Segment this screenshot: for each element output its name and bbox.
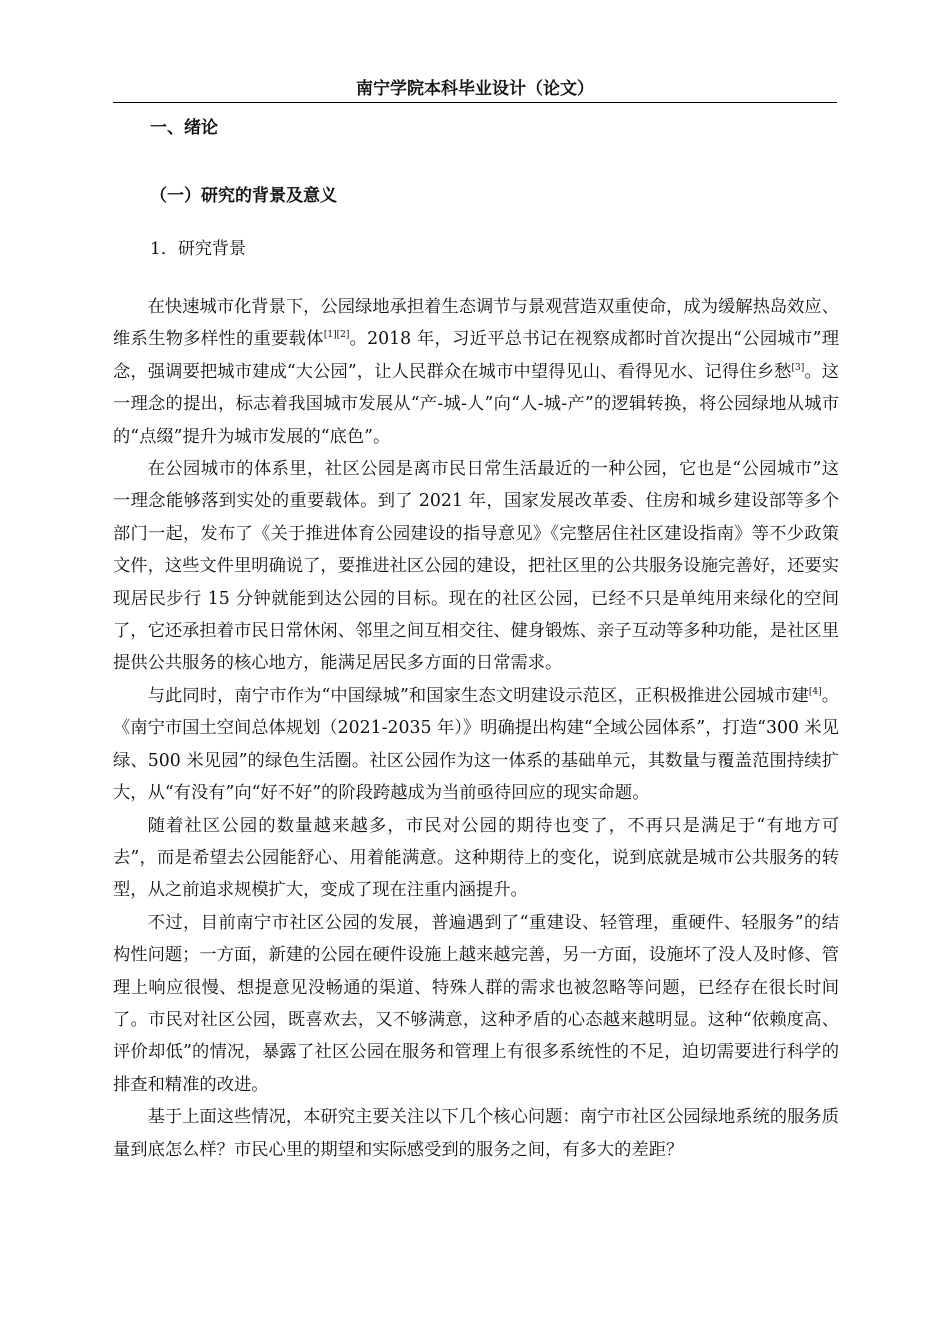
citation-marker: [4] <box>808 687 822 698</box>
paragraph <box>113 453 839 680</box>
paragraph <box>113 810 839 907</box>
paragraph <box>113 1101 839 1166</box>
subsection-heading: （一）研究的背景及意义 <box>150 186 337 206</box>
paragraph <box>113 907 839 1101</box>
subsubsection-heading: 1．研究背景 <box>150 239 246 259</box>
paragraph-text: 与此同时，南宁市作为“中国绿城”和国家生态文明建设示范区，正积极推进公园城市建 <box>147 685 809 706</box>
body-text <box>113 291 839 1166</box>
paragraph-text: 。这一理念的提出，标志着我国城市发展从“产-城-人”向“人-城-产”的逻辑转换，将公园绿地从城市的“点缀”提升为城市发展的“底色”。 <box>113 361 839 447</box>
paragraph-text: 在快速城市化背景下，公园绿地承担着生态调节与景观营造双重使命，成为缓解热岛效应、维系生物多样性的重要载体 <box>113 297 839 350</box>
paragraph-text: 随着社区公园的数量越来越多，市民对公园的期待也变了，不再只是满足于“有地方可去”，而是希望去公园能舒心、用着能满意。这种期待上的变化，说到底就是城市公共服务的转型，从之前追求规模扩大，变成了现在注重内涵提升。 <box>113 815 839 901</box>
citation-marker: [1][2] <box>323 330 350 341</box>
paragraph-text: 在公园城市的体系里，社区公园是离市民日常生活最近的一种公园，它也是“公园城市”这一理念能够落到实处的重要载体。到了 2021 年，国家发展改革委、住房和城乡建设部等多个部门一起，发布了《关于推进体育公园建设的指导意见》《完整居住社区建设指南》等不少政策文件，这些文件里明确说了，要推进社区公园的建设，把社区里的公共服务设施完善好，还要实现居民步行 15 分钟就能到达公园的目标。现在的社区公园，已经不只是单纯用来绿化的空间了，它还承担着市民日常休闲、邻里之间互相交往、健身锻炼、亲子互动等多种功能，是社区里提供公共服务的核心地方，能满足居民多方面的日常需求。 <box>113 459 839 674</box>
paragraph-text: 。《南宁市国土空间总体规划（2021-2035 年）》明确提出构建“全域公园体系”，打造“300 米见绿、500 米见园”的绿色生活圈。社区公园作为这一体系的基础单元，其数量与覆盖范围持续扩大，从“有没有”向“好不好”的阶段跨越成为当前亟待回应的现实命题。 <box>113 685 839 804</box>
paragraph-text: 基于上面这些情况，本研究主要关注以下几个核心问题：南宁市社区公园绿地系统的服务质量到底怎么样？市民心里的期望和实际感受到的服务之间，有多大的差距？ <box>113 1107 839 1160</box>
running-header: 南宁学院本科毕业设计（论文） <box>113 78 837 103</box>
paragraph-text: 不过，目前南宁市社区公园的发展，普遍遇到了“重建设、轻管理，重硬件、轻服务”的结构性问题；一方面，新建的公园在硬件设施上越来越完善，另一方面，设施坏了没人及时修、管理上响应很慢、想提意见没畅通的渠道、特殊人群的需求也被忽略等问题，已经存在很长时间了。市民对社区公园，既喜欢去，又不够满意，这种矛盾的心态越来越明显。这种“依赖度高、评价却低”的情况，暴露了社区公园在服务和管理上有很多系统性的不足，迫切需要进行科学的排查和精准的改进。 <box>113 912 839 1095</box>
paragraph-text: 。2018 年，习近平总书记在视察成都时首次提出“公园城市”理念，强调要把城市建成“大公园”，让人民群众在城市中望得见山、看得见水、记得住乡愁 <box>113 329 839 382</box>
section-heading: 一、绪论 <box>150 118 218 138</box>
paragraph <box>113 291 839 453</box>
citation-marker: [3] <box>791 363 805 374</box>
paragraph <box>113 680 839 810</box>
